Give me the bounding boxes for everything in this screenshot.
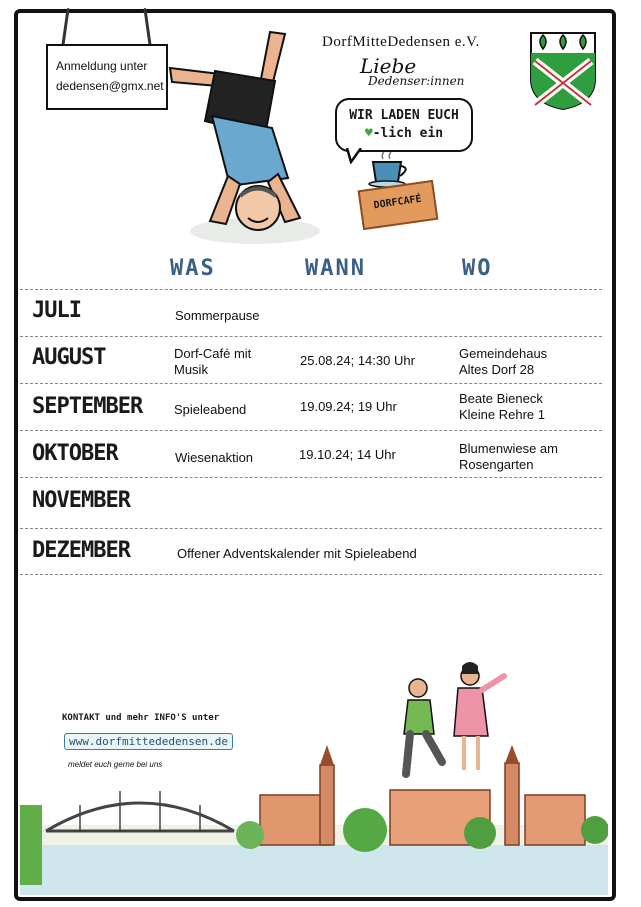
- event-what-december: Offener Adventskalender mit Spieleabend: [177, 546, 417, 561]
- event-what-october: Wiesenaktion: [175, 450, 254, 465]
- row-divider: [20, 528, 602, 529]
- invitation-speech-bubble: [335, 98, 473, 152]
- sign-email: dedensen@gmx.net: [56, 79, 164, 93]
- month-label-august: AUGUST: [32, 345, 106, 370]
- coat-of-arms-icon: [529, 31, 597, 111]
- event-where-october: Blumenwiese am Rosengarten: [459, 441, 558, 472]
- event-when-september: 19.09.24; 19 Uhr: [300, 399, 397, 414]
- row-divider: [20, 289, 602, 290]
- handstand-figure-illustration: [160, 26, 330, 248]
- event-when-october: 19.10.24; 14 Uhr: [299, 447, 396, 462]
- month-label-july: JULI: [32, 298, 81, 323]
- contact-heading: KONTAKT und mehr INFO'S unter: [62, 713, 220, 723]
- greeting-text: Liebe: [360, 54, 417, 78]
- event-what-august: Dorf-Café mit Musik: [174, 346, 252, 377]
- row-divider: [20, 574, 602, 575]
- column-header-when: WANN: [305, 256, 366, 281]
- row-divider: [20, 430, 602, 431]
- audience-text: Dedenser:innen: [368, 74, 465, 88]
- organization-name: DorfMitteDedensen e.V.: [322, 34, 480, 50]
- website-link[interactable]: www.dorfmittededensen.de: [64, 733, 233, 750]
- dorfcafe-sign: DORFCAFÉ: [358, 180, 439, 230]
- month-label-november: NOVEMBER: [32, 488, 130, 513]
- invite-line-2: [337, 125, 471, 143]
- month-label-september: SEPTEMBER: [32, 394, 143, 419]
- speech-bubble-tail: [345, 148, 365, 164]
- registration-sign: [46, 44, 168, 110]
- contact-invite-text: meldet euch gerne bei uns: [68, 760, 163, 769]
- column-header-what: WAS: [170, 256, 216, 281]
- invite-line-2-text: -lich ein: [372, 126, 444, 141]
- row-divider: [20, 477, 602, 478]
- row-divider: [20, 383, 602, 384]
- column-header-where: WO: [462, 256, 493, 281]
- event-when-august: 25.08.24; 14:30 Uhr: [300, 353, 415, 368]
- event-what-july: Sommerpause: [175, 308, 260, 323]
- event-where-august: Gemeindehaus Altes Dorf 28: [459, 346, 548, 377]
- event-where-september: Beate Bieneck Kleine Rehre 1: [459, 391, 545, 422]
- row-divider: [20, 336, 602, 337]
- event-what-september: Spieleabend: [174, 402, 247, 417]
- town-skyline-illustration: [20, 745, 608, 895]
- month-label-october: OKTOBER: [32, 441, 118, 466]
- heart-icon: ♥: [364, 126, 373, 141]
- month-label-december: DEZEMBER: [32, 538, 130, 563]
- sign-line-1: Anmeldung unter: [56, 59, 148, 73]
- invite-line-1: WIR LADEN EUCH: [349, 108, 459, 123]
